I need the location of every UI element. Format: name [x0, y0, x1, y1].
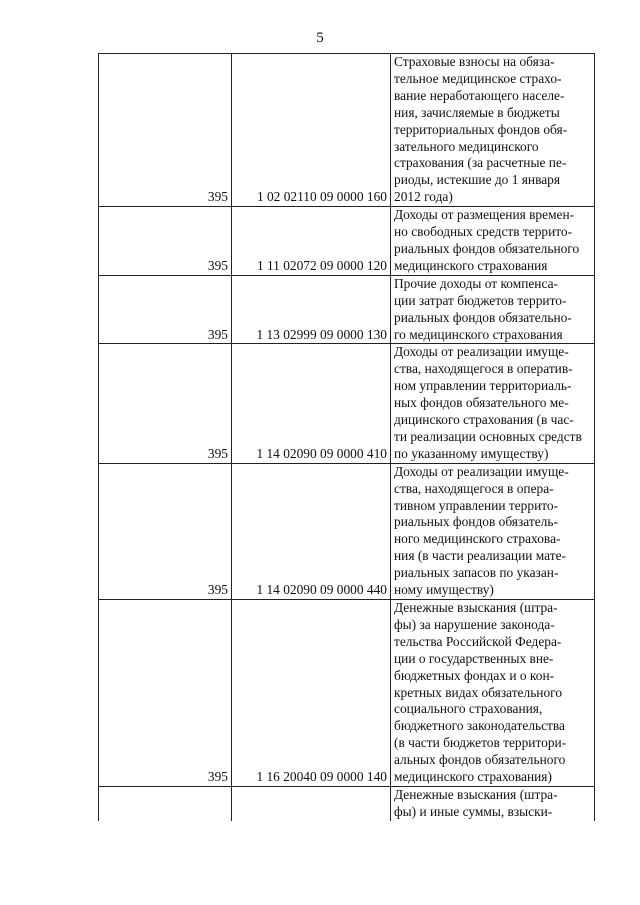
- description-line: ства, находящегося в оператив-: [394, 361, 573, 377]
- description-line: Прочие доходы от компенса-: [394, 275, 558, 291]
- table-row: [99, 275, 595, 344]
- description-line: (в части бюджетов территори-: [394, 735, 567, 751]
- kbk-code-cell: 1 14 02090 09 0000 410: [232, 344, 391, 463]
- description-line: Доходы от реализации имуще-: [394, 463, 569, 479]
- description-line: тельное медицинское страхо-: [394, 70, 562, 86]
- table-row: [99, 54, 595, 207]
- kbk-code-cell: 1 02 02110 09 0000 160: [232, 54, 391, 207]
- admin-code-cell: 395: [99, 275, 232, 344]
- description-line: кретных видах обязательного: [394, 684, 563, 700]
- description-line: фы) за нарушение законода-: [394, 616, 555, 632]
- description-line: риальных фондов обязатель-: [394, 514, 558, 530]
- description-line: 2012 года): [394, 189, 453, 205]
- description-line: бюджетных фондах и о кон-: [394, 667, 555, 683]
- description-line: ти реализации основных средств: [394, 428, 582, 444]
- description-line: территориальных фондов обя-: [394, 121, 568, 137]
- description-line: риальных фондов обязательного: [394, 240, 580, 256]
- description-line: риальных запасов по указан-: [394, 565, 559, 581]
- description-line: риоды, истекшие до 1 января: [394, 172, 561, 188]
- description-line: Денежные взыскания (штра-: [394, 786, 558, 802]
- description-line: го медицинского страхования: [394, 326, 563, 342]
- description-line: Доходы от реализации имуще-: [394, 344, 569, 360]
- description-cell: [391, 463, 595, 599]
- description-line: ства, находящегося в опера-: [394, 480, 554, 496]
- description-cell: [391, 207, 595, 276]
- budget-codes-table: [98, 53, 595, 821]
- table-row: [99, 207, 595, 276]
- table-row: [99, 600, 595, 787]
- description-line: ния, зачисляемые в бюджеты: [394, 104, 560, 120]
- table-body: [99, 54, 595, 821]
- admin-code-cell: [99, 786, 232, 820]
- description-line: по указанному имуществу): [394, 445, 549, 461]
- table-row: [99, 786, 595, 820]
- description-cell: [391, 786, 595, 820]
- description-line: риальных фондов обязательно-: [394, 309, 572, 325]
- admin-code-cell: 395: [99, 207, 232, 276]
- kbk-code-cell: [232, 786, 391, 820]
- page-number: 5: [316, 30, 324, 46]
- description-line: альных фондов обязательного: [394, 752, 566, 768]
- description-line: ном управлении территориаль-: [394, 378, 572, 394]
- admin-code-cell: 395: [99, 344, 232, 463]
- description-line: Страховые взносы на обяза-: [394, 54, 555, 69]
- description-cell: [391, 600, 595, 787]
- description-line: зательного медицинского: [394, 138, 539, 154]
- description-line: ному имуществу): [394, 582, 494, 598]
- description-line: медицинского страхования: [394, 257, 548, 273]
- table-row: [99, 463, 595, 599]
- description-line: бюджетного законодательства: [394, 718, 565, 734]
- description-line: ния (в части реализации мате-: [394, 548, 566, 564]
- description-line: фы) и иные суммы, взыски-: [394, 803, 553, 819]
- description-line: дицинского страхования (в час-: [394, 412, 574, 428]
- description-cell: [391, 344, 595, 463]
- description-line: тивном управлении террито-: [394, 497, 559, 513]
- admin-code-cell: 395: [99, 463, 232, 599]
- admin-code-cell: 395: [99, 600, 232, 787]
- description-line: тельства Российской Федера-: [394, 633, 562, 649]
- description-line: ции затрат бюджетов террито-: [394, 292, 567, 308]
- admin-code-cell: 395: [99, 54, 232, 207]
- description-line: Доходы от размещения времен-: [394, 207, 575, 223]
- description-line: Денежные взыскания (штра-: [394, 600, 558, 615]
- kbk-code-cell: 1 16 20040 09 0000 140: [232, 600, 391, 787]
- table-row: [99, 344, 595, 463]
- description-line: социального страхования,: [394, 701, 543, 717]
- description-cell: [391, 275, 595, 344]
- description-line: но свободных средств террито-: [394, 224, 573, 240]
- description-line: страхования (за расчетные пе-: [394, 155, 567, 171]
- description-line: ного медицинского страхова-: [394, 531, 561, 547]
- description-line: медицинского страхования): [394, 769, 552, 785]
- kbk-code-cell: 1 14 02090 09 0000 440: [232, 463, 391, 599]
- description-line: ных фондов обязательного ме-: [394, 395, 569, 411]
- description-cell: [391, 54, 595, 207]
- description-line: вание неработающего населе-: [394, 87, 565, 103]
- kbk-code-cell: 1 13 02999 09 0000 130: [232, 275, 391, 344]
- kbk-code-cell: 1 11 02072 09 0000 120: [232, 207, 391, 276]
- description-line: ции о государственных вне-: [394, 650, 554, 666]
